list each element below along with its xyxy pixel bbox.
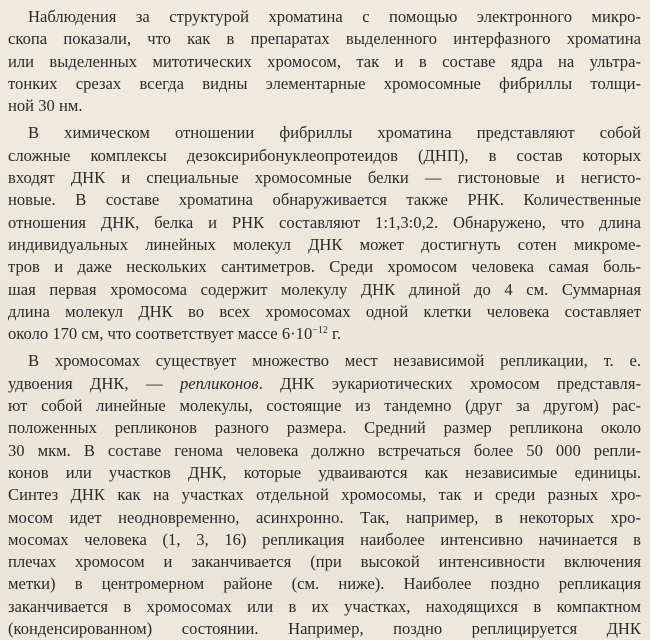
text-line	[8, 323, 641, 345]
text-line: В хромосомах существует множество мест независимой репликации, т. е.	[28, 351, 641, 371]
text-line: длина молекул ДНК во всех хромосомах одной клетки человека составляет	[8, 301, 641, 321]
text-line: сложные комплексы дезоксирибонуклеопротеидов (ДНП), в состав которых	[8, 145, 641, 165]
paragraph-2	[8, 122, 641, 345]
text-line: тонких срезах всегда видны элементарные хромосомные фибриллы толщи-	[8, 73, 641, 93]
text-fragment: около 170 см, что соответствует массе 6·10	[8, 324, 313, 344]
text-line: ной 30 нм.	[8, 96, 83, 116]
text-line: положенных репликонов разного размера. Средний размер репликона около	[8, 418, 641, 438]
text-line: ют собой линейные молекулы, состоящие из тандемно (друг за другом) рас-	[8, 396, 641, 416]
text-line: мосомах человека (1, 3, 16) репликация наиболее интенсивно начинается в	[8, 529, 641, 549]
paragraph-3	[8, 350, 641, 640]
text-line: мосом идет неодновременно, асинхронно. Так, например, в некоторых хро-	[8, 507, 641, 527]
text-line: заканчивается в хромосомах или в их участках, находящихся в компактном	[8, 596, 641, 616]
text-line: входят ДНК и специальные хромосомные белки — гистоновые и негисто-	[8, 168, 641, 188]
text-line: плечах хромосом и заканчивается (при высокой интенсивности включения	[8, 552, 641, 572]
text-line: скопа показали, что как в препаратах выделенного интерфазного хроматина	[8, 29, 641, 49]
text-line: или выделенных митотических хромосом, так и в составе ядра на ультра-	[8, 51, 641, 71]
text-line: Наблюдения за структурой хроматина с помощью электронного микро-	[28, 7, 641, 26]
text-line: шая первая хромосома содержит молекулу ДНК длиной до 4 см. Суммарная	[8, 279, 641, 299]
text-line	[8, 373, 641, 395]
text-fragment: г.	[327, 324, 342, 344]
paragraph-1	[8, 6, 641, 117]
text-line: отношения ДНК, белка и РНК составляют 1:1,3:0,2. Обнаружено, что длина	[8, 212, 641, 232]
text-line: Синтез ДНК как на участках отдельной хромосомы, так и среди разных хро-	[8, 485, 641, 505]
text-line: новые. В составе хроматина обнаруживается также РНК. Количественные	[8, 190, 641, 210]
exponent: −12	[312, 325, 328, 337]
text-line: конов или участков ДНК, которые удваиваются как независимые единицы.	[8, 462, 641, 482]
text-line: метки) в центромерном районе (см. ниже). Наиболее поздно репликация	[8, 574, 641, 594]
text-line: тров и даже нескольких сантиметров. Среди хромосом человека самая боль-	[8, 257, 641, 277]
text-line: индивидуальных линейных молекул ДНК может достигнуть сотен микроме-	[8, 234, 641, 254]
text-fragment: удвоения ДНК, —	[8, 373, 180, 393]
text-line: 30 мкм. В составе генома человека должно встречаться более 50 000 репли-	[8, 440, 641, 460]
text-fragment: . ДНК эукариотических хромосом представля-	[258, 373, 641, 393]
text-line: (конденсированном) состоянии. Например, поздно реплицируется ДНК	[8, 619, 641, 639]
text-line: В химическом отношении фибриллы хроматина представляют собой	[28, 123, 641, 143]
italic-term: репликонов	[179, 373, 259, 393]
